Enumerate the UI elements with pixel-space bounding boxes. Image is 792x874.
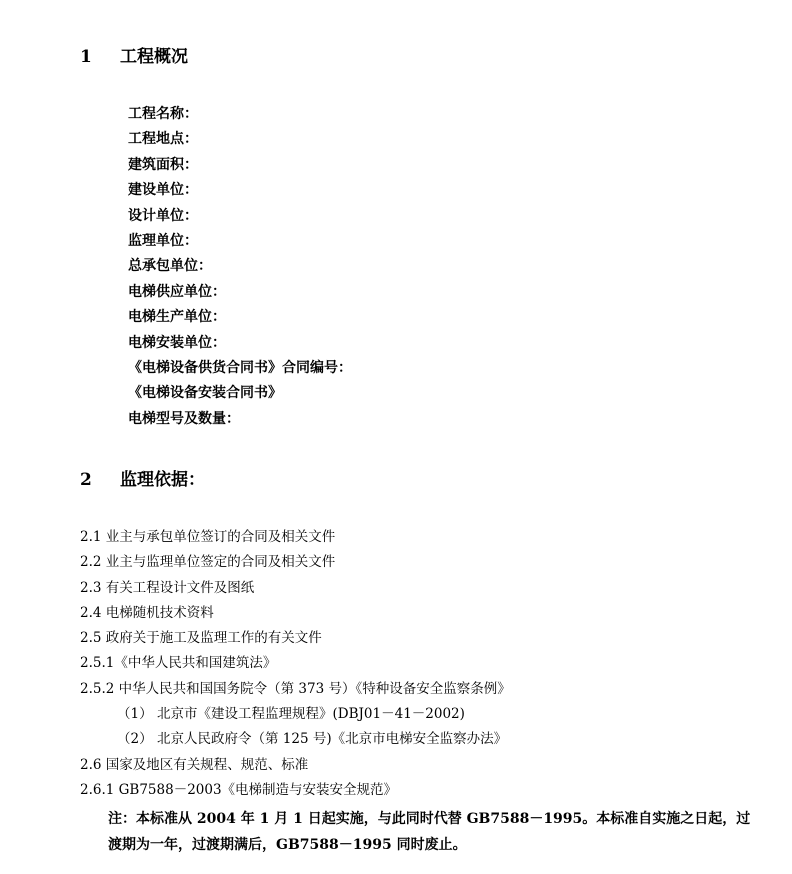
basis-item-2-5: 2.5 政府关于施工及监理工作的有关文件 bbox=[80, 630, 322, 647]
note-line-2: 渡期为一年，过渡期满后，GB7588－1995 同时废止。 bbox=[108, 837, 467, 853]
field-supervision-unit: 监理单位： bbox=[128, 232, 198, 249]
basis-item-2-4: 2.4 电梯随机技术资料 bbox=[80, 604, 214, 621]
basis-sub-item-1 bbox=[80, 704, 511, 729]
basis-sub-item-2 bbox=[80, 729, 511, 754]
basis-item-2-5-2: 2.5.2 中华人民共和国国务院令（第 373 号）《特种设备安全监察条例》 bbox=[80, 680, 511, 697]
basis-item-2-6: 2.6 国家及地区有关规程、规范、标准 bbox=[80, 756, 309, 773]
field-project-location: 工程地点： bbox=[128, 131, 198, 148]
basis-item-2-2: 2.2 业主与监理单位签定的合同及相关文件 bbox=[80, 554, 336, 571]
field-design-unit: 设计单位： bbox=[128, 207, 198, 224]
section-1-title: 工程概况 bbox=[120, 47, 188, 67]
section-1-heading bbox=[80, 42, 188, 67]
supervision-basis-list bbox=[80, 527, 511, 805]
sub-item-number: （2） bbox=[117, 731, 153, 748]
field-installation-contract: 《电梯设备安装合同书》 bbox=[128, 385, 282, 402]
project-info-list bbox=[128, 105, 352, 435]
section-2-title: 监理依据： bbox=[120, 470, 205, 490]
sub-item-text: 北京人民政府令（第 125 号)《北京市电梯安全监察办法》 bbox=[157, 731, 508, 748]
field-building-area: 建筑面积： bbox=[128, 156, 198, 173]
basis-item-2-1: 2.1 业主与承包单位签订的合同及相关文件 bbox=[80, 529, 336, 545]
section-2-number: 2 bbox=[80, 470, 92, 490]
field-supply-contract-number: 《电梯设备供货合同书》合同编号： bbox=[128, 359, 352, 376]
field-elevator-model-quantity: 电梯型号及数量： bbox=[128, 410, 240, 427]
field-construction-unit: 建设单位： bbox=[128, 182, 198, 199]
note-line-1: 注：本标准从 2004 年 1 月 1 日起实施，与此同时代替 GB7588－1995。本标准自实施之日起，过 bbox=[108, 811, 751, 827]
sub-item-text: 北京市《建设工程监理规程》(DBJ01－41－2002) bbox=[157, 706, 465, 723]
field-project-name: 工程名称： bbox=[128, 106, 198, 122]
field-elevator-installer: 电梯安装单位： bbox=[128, 334, 226, 351]
basis-item-2-3: 2.3 有关工程设计文件及图纸 bbox=[80, 579, 255, 596]
field-elevator-manufacturer: 电梯生产单位： bbox=[128, 309, 226, 326]
field-general-contractor: 总承包单位： bbox=[128, 258, 212, 275]
field-elevator-supplier: 电梯供应单位： bbox=[128, 283, 226, 300]
standard-note bbox=[108, 806, 751, 858]
sub-item-number: （1） bbox=[117, 706, 153, 723]
basis-item-2-6-1: 2.6.1 GB7588－2003《电梯制造与安装安全规范》 bbox=[80, 781, 398, 798]
basis-item-2-5-1: 2.5.1《中华人民共和国建筑法》 bbox=[80, 655, 277, 672]
section-2-heading bbox=[80, 465, 205, 490]
section-1-number: 1 bbox=[80, 47, 92, 67]
